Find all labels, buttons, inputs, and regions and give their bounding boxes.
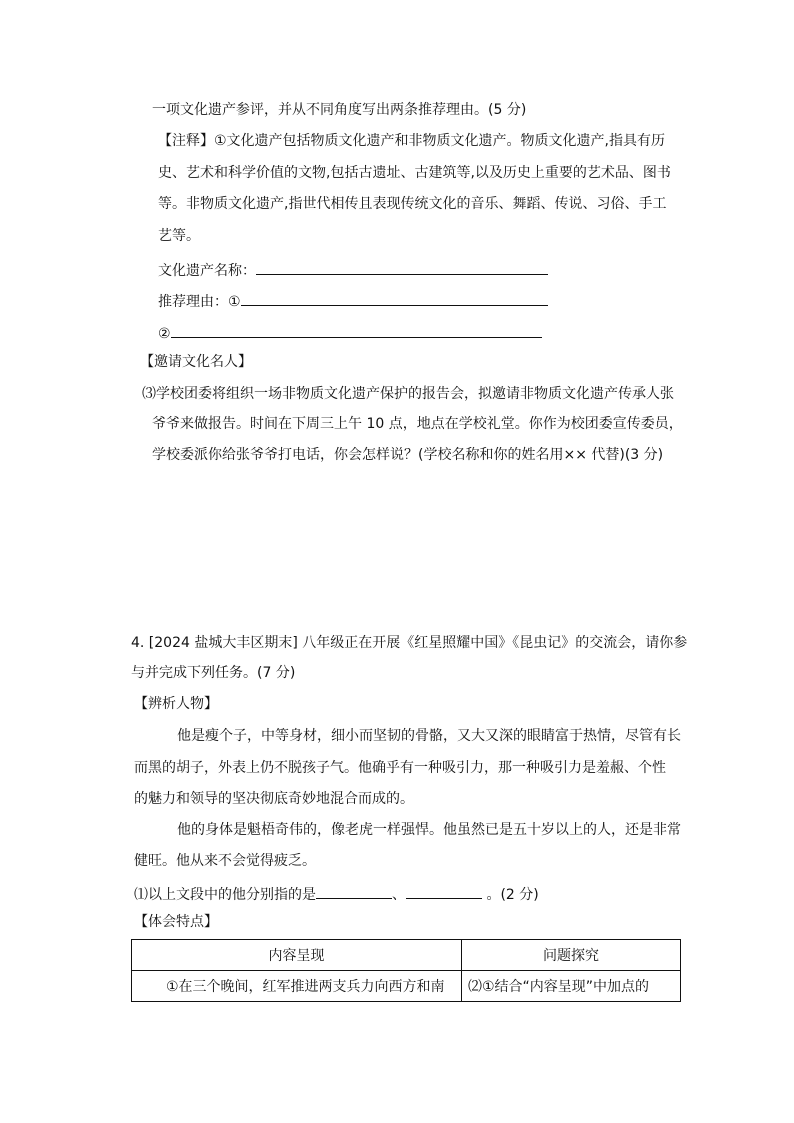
q3-line-2: 爷爷来做报告。时间在下周三上午 10 点，地点在学校礼堂。你作为校团委宣传委员， — [152, 416, 683, 432]
reason-1-blank[interactable] — [241, 289, 548, 306]
passage-2-line-1: 他的身体是魁梧奇伟的，像老虎一样强悍。他虽然已是五十岁以上的人，还是非常 — [177, 822, 681, 838]
identify-heading: 【辨析人物】 — [134, 696, 218, 712]
q4-line-1: 4. [2024 盐城大丰区期末] 八年级正在开展《红星照耀中国》《昆虫记》的交流会，请你参 — [131, 635, 688, 651]
table-header-content: 内容呈现 — [132, 940, 462, 971]
reason-1-label: 推荐理由：① — [158, 294, 241, 310]
table-cell-content: ①在三个晚间，红军推进两支兵力向西方和南 — [132, 971, 462, 1002]
reason-2-label: ② — [158, 326, 171, 342]
features-table — [131, 939, 681, 1002]
passage-1-line-2: 而黑的胡子，外表上仍不脱孩子气。他确乎有一种吸引力，那一种吸引力是羞赧、个性 — [134, 760, 666, 776]
q1-line — [134, 882, 539, 905]
q1-separator: 、 — [392, 887, 406, 903]
note-line-4: 艺等。 — [158, 228, 200, 244]
reason-2-blank[interactable] — [171, 321, 542, 338]
table-header-row — [132, 940, 681, 971]
table-header-inquiry: 问题探究 — [462, 940, 681, 971]
features-heading: 【体会特点】 — [134, 914, 218, 930]
q1-blank-1[interactable] — [316, 882, 392, 899]
q1-prefix: ⑴以上文段中的他分别指的是 — [134, 887, 316, 903]
reason-2-field — [158, 321, 542, 344]
heritage-name-field — [158, 258, 548, 281]
q3-line-3: 学校委派你给张爷爷打电话，你会怎样说？(学校名称和你的姓名用×× 代替)(3 分) — [152, 447, 664, 463]
heritage-name-blank[interactable] — [256, 258, 548, 275]
q1-blank-2[interactable] — [406, 882, 482, 899]
question-intro-line: 一项文化遗产参评，并从不同角度写出两条推荐理由。(5 分) — [152, 102, 527, 118]
q3-line-1: ⑶学校团委将组织一场非物质文化遗产保护的报告会，拟邀请非物质文化遗产传承人张 — [142, 386, 674, 402]
note-line-3: 等。非物质文化遗产,指世代相传且表现传统文化的音乐、舞蹈、传说、习俗、手工 — [158, 196, 667, 212]
q4-line-2: 与并完成下列任务。(7 分) — [131, 665, 296, 681]
table-cell-inquiry: ⑵①结合“内容呈现”中加点的 — [462, 971, 681, 1002]
q1-suffix: 。(2 分) — [482, 887, 539, 903]
passage-1-line-3: 的魅力和领导的坚决彻底奇妙地混合而成的。 — [134, 791, 414, 807]
passage-1-line-1: 他是瘦个子，中等身材，细小而坚韧的骨骼，又大又深的眼睛富于热情，尽管有长 — [177, 728, 681, 744]
heritage-name-label: 文化遗产名称： — [158, 263, 256, 279]
passage-2-line-2: 健旺。他从来不会觉得疲乏。 — [134, 853, 316, 869]
reason-1-field — [158, 289, 548, 312]
invite-heading: 【邀请文化名人】 — [140, 354, 252, 370]
table-row — [132, 971, 681, 1002]
note-line-2: 史、艺术和科学价值的文物,包括古遗址、古建筑等,以及历史上重要的艺术品、图书 — [158, 165, 671, 181]
note-line-1: 【注释】①文化遗产包括物质文化遗产和非物质文化遗产。物质文化遗产,指具有历 — [158, 133, 665, 149]
